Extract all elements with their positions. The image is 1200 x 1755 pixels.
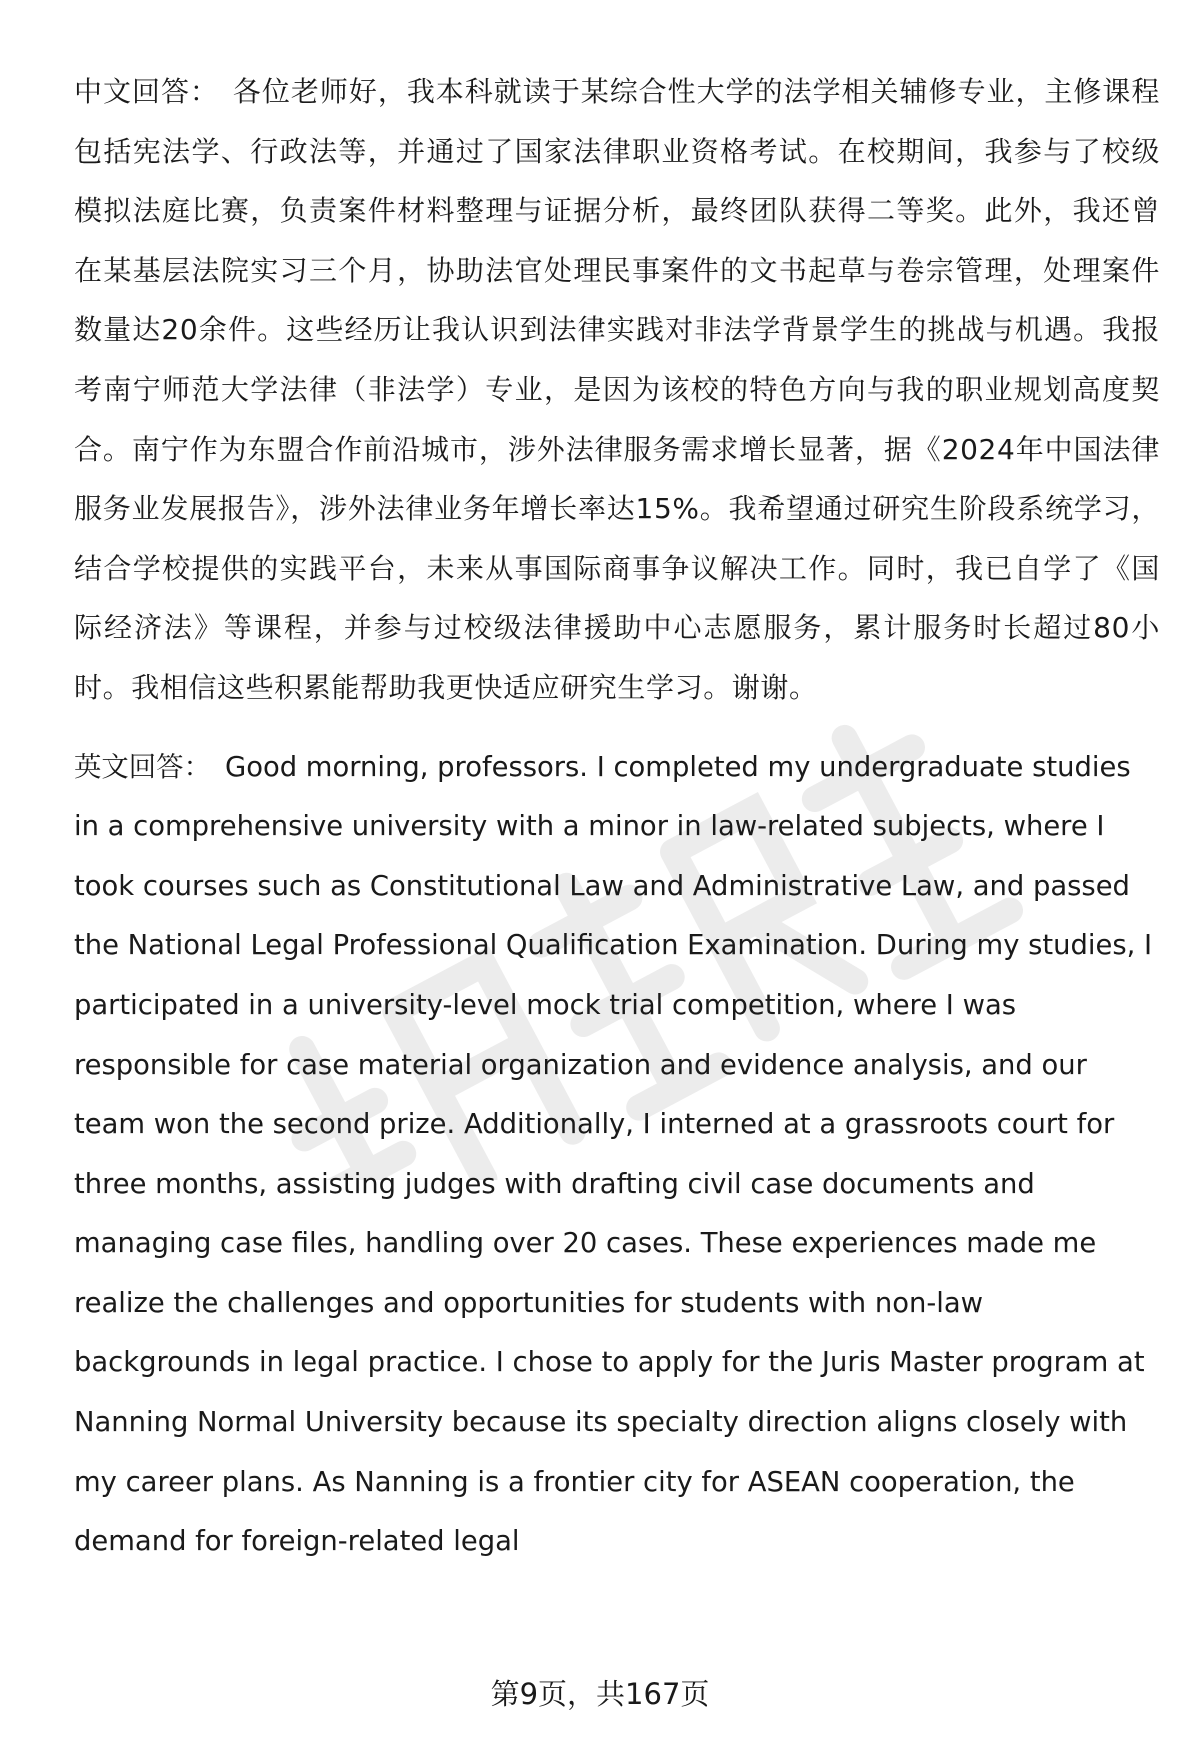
chinese-answer-label: 中文回答： [74, 75, 219, 108]
answer-content [74, 62, 1160, 1572]
english-answer-label: 英文回答： [74, 751, 211, 783]
chinese-answer-text: 各位老师好，我本科就读于某综合性大学的法学相关辅修专业，主修课程包括宪法学、行政法等，并通过了国家法律职业资格考试。在校期间，我参与了校级模拟法庭比赛，负责案件材料整理与证据分析，最终团队获得二等奖。此外，我还曾在某基层法院实习三个月，协助法官处理民事案件的文书起草与卷宗管理，处理案件数量达20余件。这些经历让我认识到法律实践对非法学背景学生的挑战与机遇。我报考南宁师范大学法律（非法学）专业，是因为该校的特色方向与我的职业规划高度契合。南宁作为东盟合作前沿城市，涉外法律服务需求增长显著，据《2024年中国法律服务业发展报告》，涉外法律业务年增长率达15%。我希望通过研究生阶段系统学习，结合学校提供的实践平台，未来从事国际商事争议解决工作。同时，我已自学了《国际经济法》等课程，并参与过校级法律援助中心志愿服务，累计服务时长超过80小时。我相信这些积累能帮助我更快适应研究生学习。谢谢。 [74, 75, 1160, 704]
page-indicator: 第9页，共167页 [490, 1677, 710, 1711]
english-answer-text: Good morning, professors. I completed my undergraduate studies in a comprehensive university with a minor in law-related subjects, where I took courses such as Constitutional Law and Administrative Law, and passed the National Legal Professional Qualification Examination. During my studies, I participated in a university-level mock trial competition, where I was responsible for case material organization and evidence analysis, and our team won the second prize. Additionally, I interned at a grassroots court for three months, assisting judges with drafting civil case documents and managing case files, handling over 20 cases. These experiences made me realize the challenges and opportunities for students with non-law backgrounds in legal practice. I chose to apply for the Juris Master program at Nanning Normal University because its specialty direction aligns closely with my career plans. As Nanning is a frontier city for ASEAN cooperation, the demand for foreign-related legal [74, 751, 1153, 1558]
chinese-answer-paragraph [74, 62, 1160, 718]
english-answer-paragraph [74, 738, 1160, 1572]
